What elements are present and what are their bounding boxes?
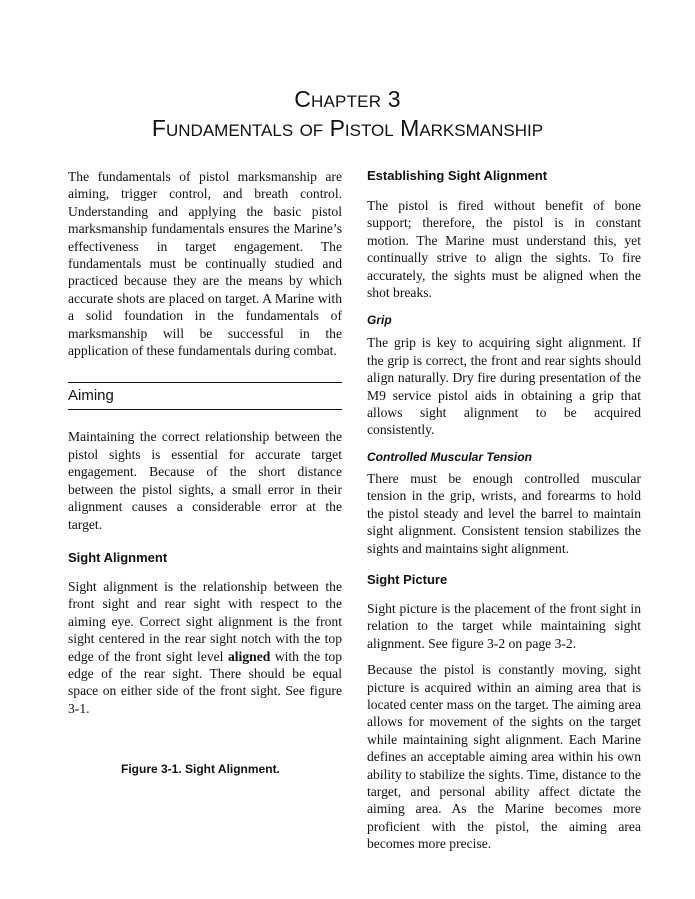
- sight-picture-paragraph-1: Sight picture is the placement of the front sight in relation to the target while maintaining sight alignment. See figure 3-2 on page 3-2.: [367, 600, 641, 651]
- sight-alignment-paragraph: Sight alignment is the relationship between the front sight and rear sight with respect to the aiming eye. Correct sight alignment is the front sight centered in the rear sight notch with the top edge of the front sight level aligned with the top edge of the rear sight. There should be equal space on either side of the front sight. See figure 3-1.: [68, 578, 342, 716]
- chapter-number: [0, 86, 695, 113]
- aiming-paragraph: Maintaining the correct relationship between the pistol sights is essential for accurate target engagement. Because of the short distance between the pistol sights, a small error in their alignment causes a considerable error at the target.: [68, 429, 342, 532]
- grip-paragraph: The grip is key to acquiring sight alignment. If the grip is correct, the front and rear sights should align naturally. Dry fire during presentation of the M9 service pistol aids in obtaining a grip that allows sight alignment to be acquired consistently.: [367, 335, 641, 438]
- figure-caption: Figure 3-1. Sight Alignment.: [121, 762, 280, 776]
- chapter-num: 3: [387, 86, 401, 112]
- sight-picture-paragraph-2: Because the pistol is constantly moving, sight picture is acquired within an aiming area that is located center mass on the target. The aiming area allows for movement of the sights on the target while maintaining sight alignment. Each Marine defines an acceptable aiming area within his own ability to stabilize the sights. Time, distance to the target, and personal ability affect dictate the aiming area. As the Marine becomes more proficient with the pistol, the aiming area becomes more precise.: [367, 662, 641, 852]
- tension-heading: Controlled Muscular Tension: [367, 449, 532, 464]
- chapter-cap: C: [294, 86, 312, 112]
- intro-paragraph: The fundamentals of pistol marksmanship are aiming, trigger control, and breath control. Understanding and applying the basic pistol marksmanship fundamentals ensures the Marine’s effectiveness in target engagement. The fundamentals must be continually studied and practiced because they are the means by which accurate shots are placed on target. A Marine with a solid foundation in the fundamentals of marksmanship will be successful in the application of these fundamentals during combat.: [68, 169, 342, 359]
- right-column: [367, 168, 641, 853]
- title-word: PISTOL: [329, 115, 394, 141]
- title-word: OF: [299, 121, 324, 140]
- left-column: [68, 168, 342, 717]
- chapter-title: [0, 115, 695, 142]
- sight-picture-heading: Sight Picture: [367, 571, 448, 587]
- establishing-heading: Establishing Sight Alignment: [367, 168, 548, 183]
- aiming-heading: Aiming: [68, 382, 342, 410]
- title-word: MARKSMANSHIP: [400, 115, 544, 141]
- grip-heading: Grip: [367, 313, 392, 328]
- establishing-paragraph: The pistol is fired without benefit of bone support; therefore, the pistol is in constant motion. The Marine must understand this, yet continually strive to align the sights. To fire accurately, the sights must be aligned when the shot breaks.: [367, 198, 641, 301]
- title-word: FUNDAMENTALS: [151, 115, 294, 141]
- chapter-smallcaps: HAPTER: [311, 92, 382, 111]
- tension-paragraph: There must be enough controlled muscular tension in the grip, wrists, and forearms to hold the pistol steady and level the barrel to maintain sight alignment. Consistent tension stabilizes the sights and maintains sight alignment.: [367, 470, 641, 556]
- sight-alignment-heading: Sight Alignment: [68, 549, 168, 565]
